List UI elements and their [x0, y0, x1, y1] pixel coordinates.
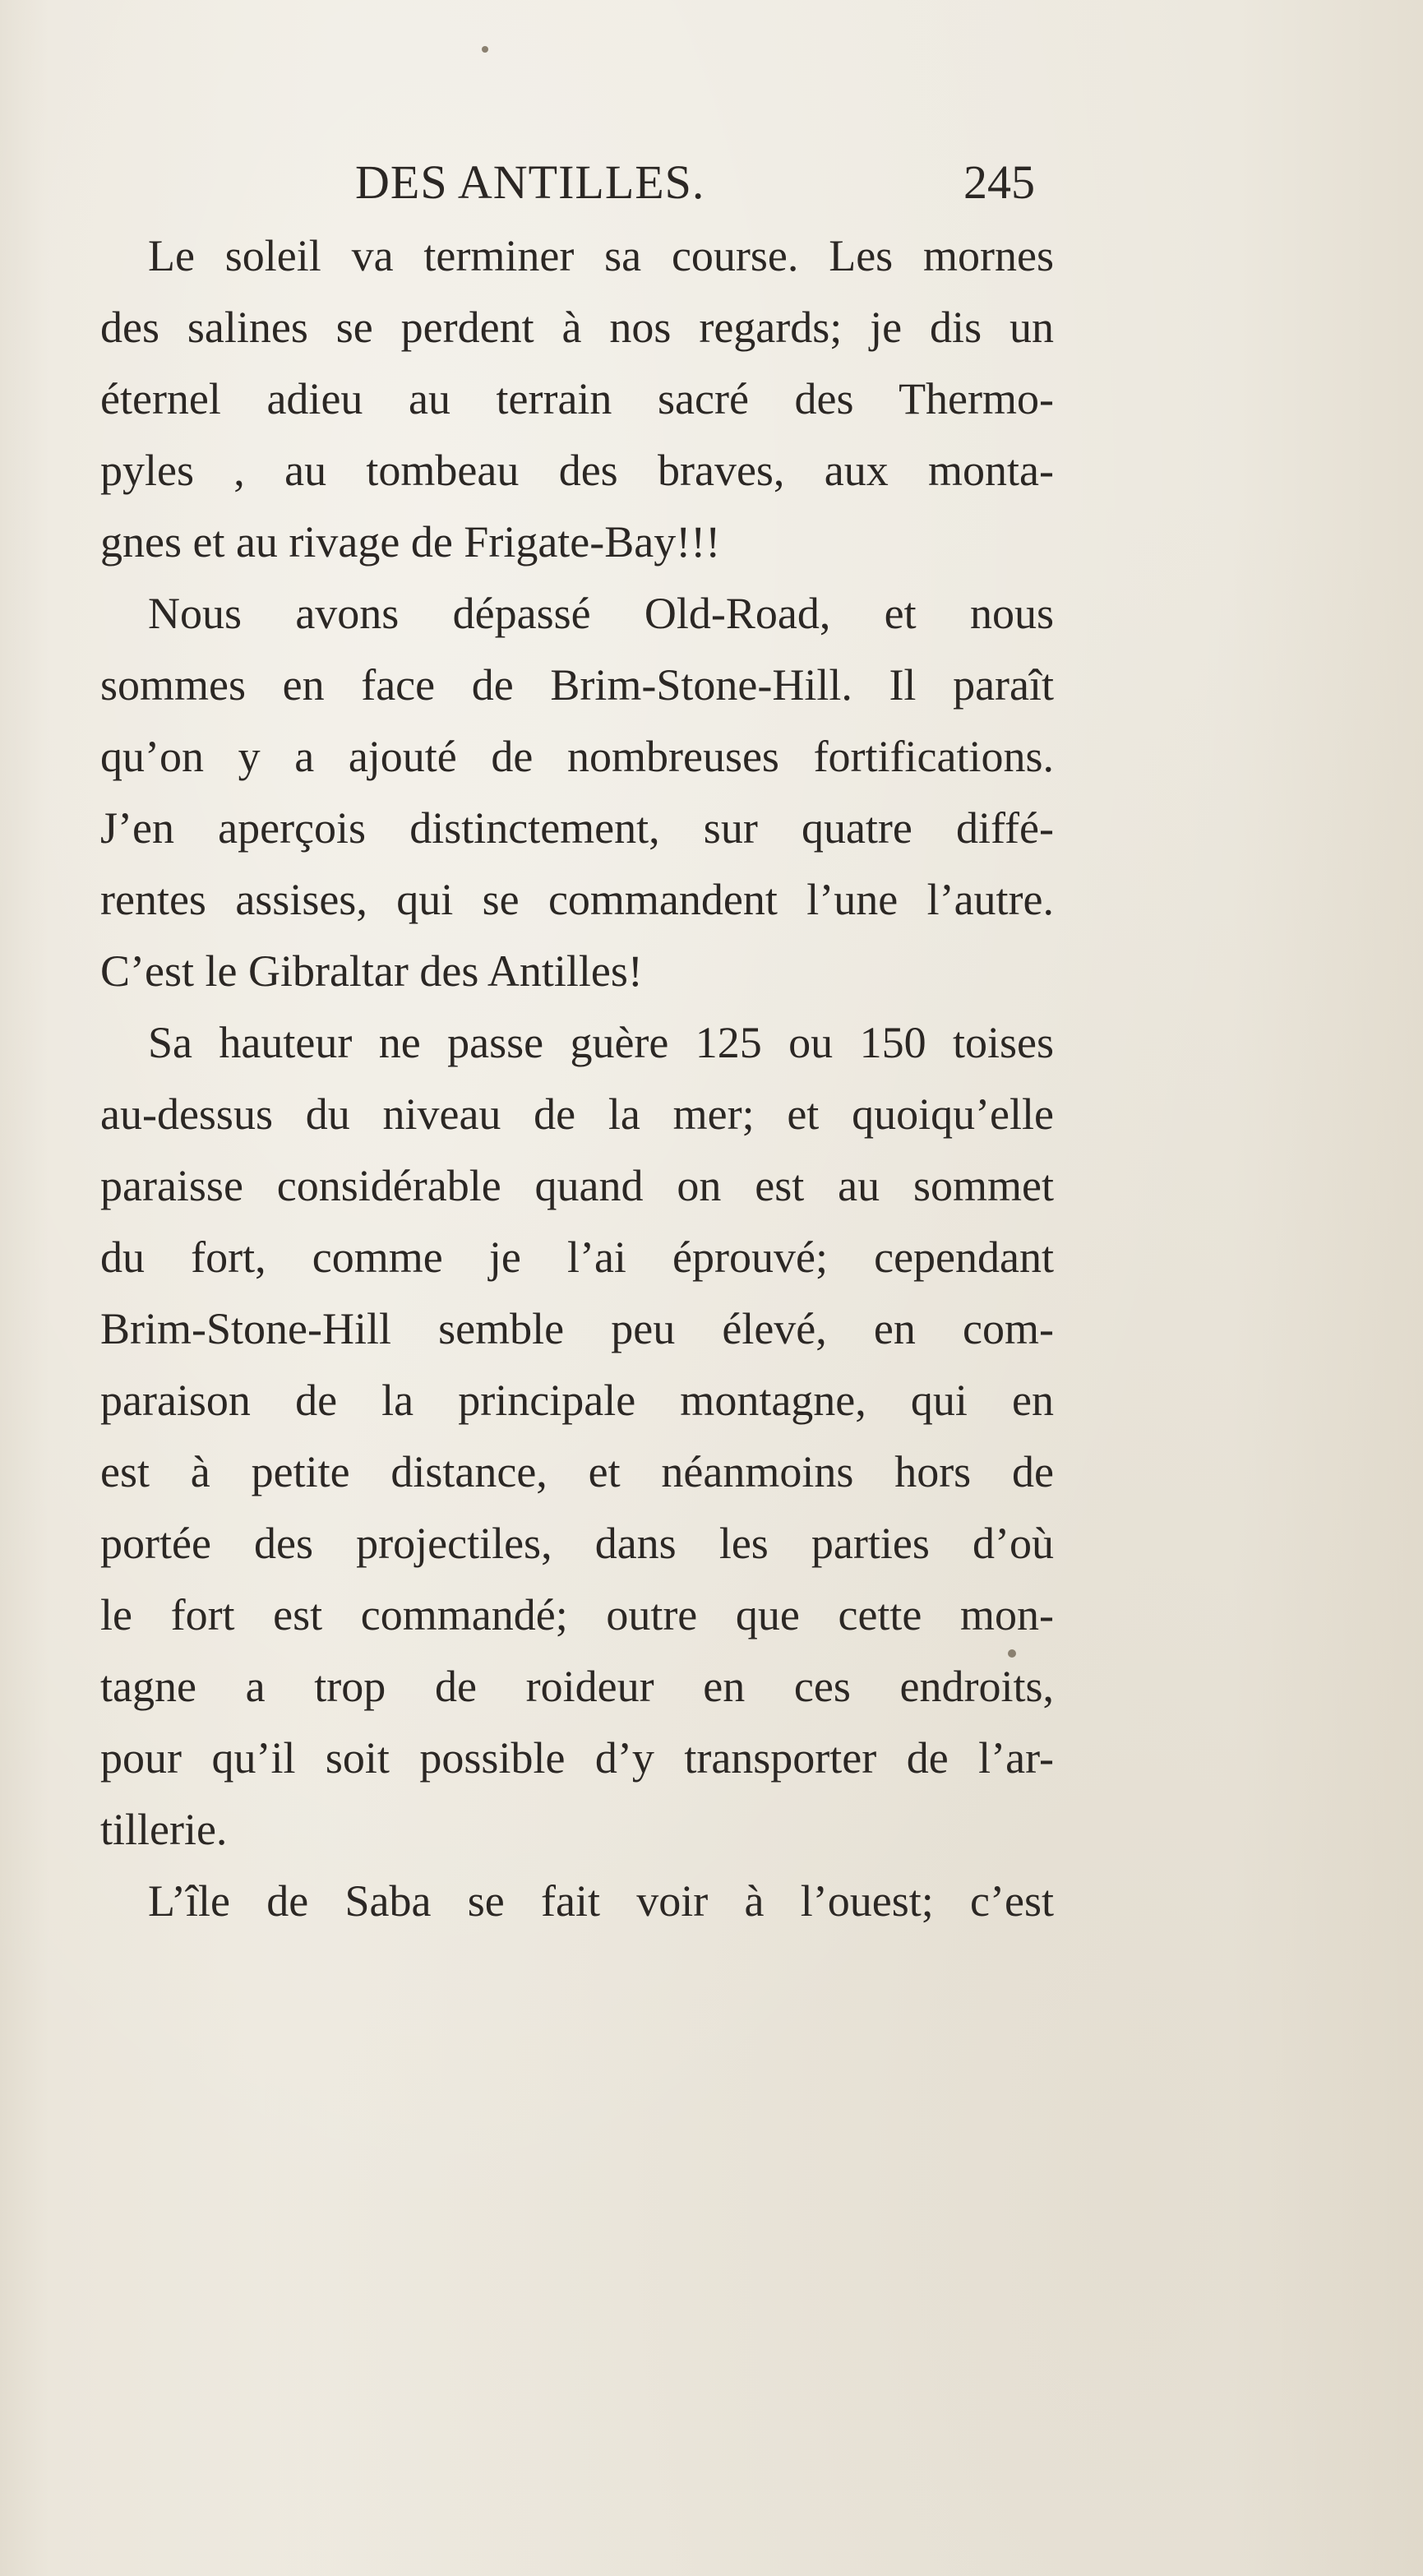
- text-line: gnes et au rivage de Frigate-Bay!!!: [100, 517, 721, 567]
- text-line: Sa hauteur ne passe guère 125 ou 150 toises: [148, 1018, 1054, 1067]
- paragraph: [100, 1866, 1054, 1937]
- running-title: DES ANTILLES.: [355, 155, 705, 209]
- text-line: pyles , au tombeau des braves, aux monta-: [100, 446, 1054, 495]
- text-line: Le soleil va terminer sa course. Les mornes: [148, 231, 1054, 280]
- text-line: Nous avons dépassé Old-Road, et nous: [148, 589, 1054, 638]
- paper-speck: [482, 46, 488, 53]
- paragraph: [100, 1007, 1054, 1866]
- text-line: Brim-Stone-Hill semble peu élevé, en com-: [100, 1304, 1054, 1353]
- text-line: des salines se perdent à nos regards; je dis un: [100, 303, 1054, 352]
- text-line: tagne a trop de roideur en ces endroits,: [100, 1662, 1054, 1711]
- text-line: est à petite distance, et néanmoins hors de: [100, 1447, 1054, 1496]
- text-line: le fort est commandé; outre que cette mon-: [100, 1590, 1054, 1639]
- paragraph: [100, 220, 1054, 578]
- text-line: éternel adieu au terrain sacré des Thermo-: [100, 374, 1054, 423]
- text-line: pour qu’il soit possible d’y transporter de l’ar-: [100, 1733, 1054, 1783]
- text-line: portée des projectiles, dans les parties d’où: [100, 1519, 1054, 1568]
- text-line: du fort, comme je l’ai éprouvé; cependant: [100, 1233, 1054, 1282]
- text-line: paraison de la principale montagne, qui en: [100, 1376, 1054, 1425]
- text-line: paraisse considérable quand on est au sommet: [100, 1161, 1054, 1210]
- text-line: C’est le Gibraltar des Antilles!: [100, 946, 643, 996]
- running-head: [0, 155, 1423, 212]
- text-line: rentes assises, qui se commandent l’une l’autre.: [100, 875, 1054, 924]
- paragraph: [100, 578, 1054, 1007]
- text-line: sommes en face de Brim-Stone-Hill. Il paraît: [100, 660, 1054, 710]
- text-line: L’île de Saba se fait voir à l’ouest; c’est: [148, 1876, 1054, 1926]
- text-line: tillerie.: [100, 1805, 228, 1854]
- text-line: qu’on y a ajouté de nombreuses fortifications.: [100, 732, 1054, 781]
- body-text: [100, 220, 1054, 1937]
- text-line: au-dessus du niveau de la mer; et quoiqu’elle: [100, 1089, 1054, 1139]
- page-number: 245: [963, 155, 1035, 209]
- text-line: J’en aperçois distinctement, sur quatre diffé-: [100, 803, 1054, 853]
